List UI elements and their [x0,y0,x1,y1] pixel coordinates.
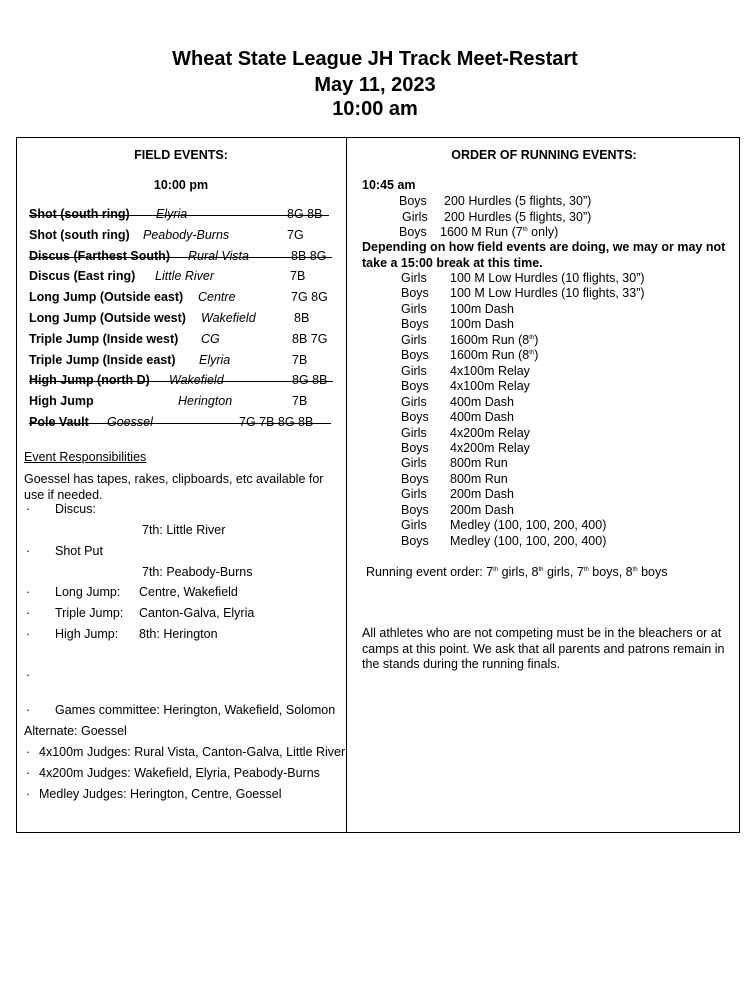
field-event-grades: 7B [292,352,308,367]
bullet: · [26,502,31,516]
strikethrough-line [29,257,332,258]
field-event-name: High Jump (north D) [29,373,150,388]
running-gender: Girls [401,394,427,409]
running-event: 200 Hurdles (5 flights, 30”) [444,209,592,224]
field-event-name: Discus (East ring) [29,269,136,284]
field-event-name: Shot (south ring) [29,227,130,242]
discus-label: Discus: [55,502,96,516]
discus-detail: 7th: Little River [142,523,226,537]
field-event-grades: 7G 7B 8G 8B [239,415,314,429]
field-events-heading: FIELD EVENTS: [134,148,228,162]
running-gender: Boys [401,502,429,517]
running-gender: Boys [401,410,429,425]
games-committee: Games committee: Herington, Wakefield, Solomon [55,703,336,717]
running-event-order: Running event order: 7th girls, 8th girls, 7th boys, 8th boys [366,565,668,579]
field-event-name: Discus (Farthest South) [29,248,170,263]
running-event: 200 Hurdles (5 flights, 30”) [444,194,592,208]
field-event-grades: 8G 8B [292,373,328,388]
field-event-school: Elyria [156,207,188,221]
responsibilities-intro: Goessel has tapes, rakes, clipboards, etc available for use if needed. [24,472,324,502]
strikethrough-line [29,423,331,424]
running-gender: Boys [401,440,429,455]
field-event-name: Triple Jump (Inside west) [29,331,179,346]
running-gender: Girls [401,425,427,440]
running-event: 800m Run [450,471,508,486]
running-gender: Boys [401,286,429,301]
field-event-school: Peabody-Burns [143,227,230,242]
running-gender: Boys [401,379,429,394]
running-gender: Boys [401,471,429,486]
running-event: 100m Dash [450,301,514,316]
shot-put-label: Shot Put [55,544,103,558]
high-jump-detail: 8th: Herington [139,627,218,641]
field-event-school: Wakefield [201,311,256,325]
field-event-name: Long Jump (Outside west) [29,311,186,325]
field-event-grades: 7B [292,394,308,409]
bullet: · [26,745,31,759]
running-gender: Girls [401,271,427,285]
running-event: 100m Dash [450,317,514,332]
field-event-grades: 8B 7G [292,331,328,346]
triple-jump-label: Triple Jump: [55,606,124,620]
triple-jump-detail: Canton-Galva, Elyria [139,606,255,620]
page-title: Wheat State League JH Track Meet-Restart [172,48,578,70]
running-events-time: 10:45 am [362,178,416,192]
running-gender: Girls [401,363,427,378]
long-jump-detail: Centre, Wakefield [139,585,238,599]
field-event-school: Wakefield [169,373,224,388]
field-event-grades: 7B [290,269,306,284]
field-event-school: CG [201,331,220,346]
responsibilities-heading: Event Responsibilities [24,450,147,464]
field-event-grades: 8B 8G [291,248,327,263]
running-gender: Girls [402,209,428,224]
running-event: 400m Dash [450,410,514,425]
running-gender: Girls [401,456,427,471]
bullet: · [26,766,31,780]
running-gender: Boys [401,317,429,332]
running-event: 1600m Run (8th) [450,348,539,363]
running-event: 400m Dash [450,394,514,409]
running-gender: Boys [401,533,429,548]
field-event-name: Long Jump (Outside east) [29,290,184,305]
bullet: · [26,544,31,558]
running-gender: Girls [401,518,427,533]
running-event: 1600 M Run (7th only) [440,225,559,239]
running-events-heading: ORDER OF RUNNING EVENTS: [451,148,637,162]
field-event-grades: 8B [294,311,310,325]
break-note: Depending on how field events are doing, we may or may not take a 15:00 break at this time. [362,240,726,270]
running-gender: Girls [401,487,427,502]
running-event: Medley (100, 100, 200, 400) [450,518,607,533]
meet-time: 10:00 am [332,98,418,120]
field-event-grades: 8G 8B [287,207,323,221]
spectator-note: All athletes who are not competing must be in the bleachers or at camps at this point. We ask that all parents and patrons remain in the stands during the running finals. [362,626,725,671]
shot-put-detail: 7th: Peabody-Burns [142,565,253,579]
running-event: 100 M Low Hurdles (10 flights, 33”) [450,286,645,301]
judges-line: Medley Judges: Herington, Centre, Goessel [39,787,282,801]
bullet: · [26,668,31,682]
field-event-name: Triple Jump (Inside east) [29,352,176,367]
field-event-school: Elyria [199,352,231,367]
bullet: · [26,703,31,717]
field-event-name: Pole Vault [29,415,89,429]
field-events-time: 10:00 pm [153,178,209,192]
field-event-name: High Jump [29,394,94,409]
field-event-grades: 7G [287,227,304,242]
judges-line: 4x200m Judges: Wakefield, Elyria, Peabody-Burns [39,766,320,780]
bullet: · [26,606,31,620]
running-event: 4x100m Relay [450,379,530,394]
running-event: 1600m Run (8th) [450,332,539,347]
running-gender: Boys [401,348,429,363]
running-gender: Girls [401,332,427,347]
running-event: 800m Run [450,456,508,471]
long-jump-label: Long Jump: [55,585,121,599]
bullet: · [26,627,31,641]
field-event-school: Rural Vista [188,248,249,263]
judges-line: 4x100m Judges: Rural Vista, Canton-Galva, Little River [39,745,346,759]
running-event: 100 M Low Hurdles (10 flights, 30”) [450,271,645,285]
strikethrough-line [29,381,333,382]
bullet: · [26,787,31,801]
alternate: Alternate: Goessel [24,724,127,738]
field-event-grades: 7G 8G [291,290,328,305]
field-event-school: Goessel [107,415,153,429]
field-event-school: Little River [155,269,215,284]
column-divider [346,137,347,833]
running-event: 4x100m Relay [450,363,530,378]
field-event-name: Shot (south ring) [29,207,130,221]
running-gender: Boys [399,194,427,208]
running-event: Medley (100, 100, 200, 400) [450,533,607,548]
strikethrough-line [29,215,329,216]
running-event: 200m Dash [450,502,514,517]
running-gender: Boys [399,225,427,239]
field-event-school: Herington [178,394,233,409]
meet-date: May 11, 2023 [314,74,436,96]
running-gender: Girls [401,301,427,316]
running-event: 200m Dash [450,487,514,502]
running-event: 4x200m Relay [450,425,530,440]
high-jump-label: High Jump: [55,627,119,641]
running-event: 4x200m Relay [450,440,530,455]
field-event-school: Centre [198,290,236,305]
bullet: · [26,585,31,599]
